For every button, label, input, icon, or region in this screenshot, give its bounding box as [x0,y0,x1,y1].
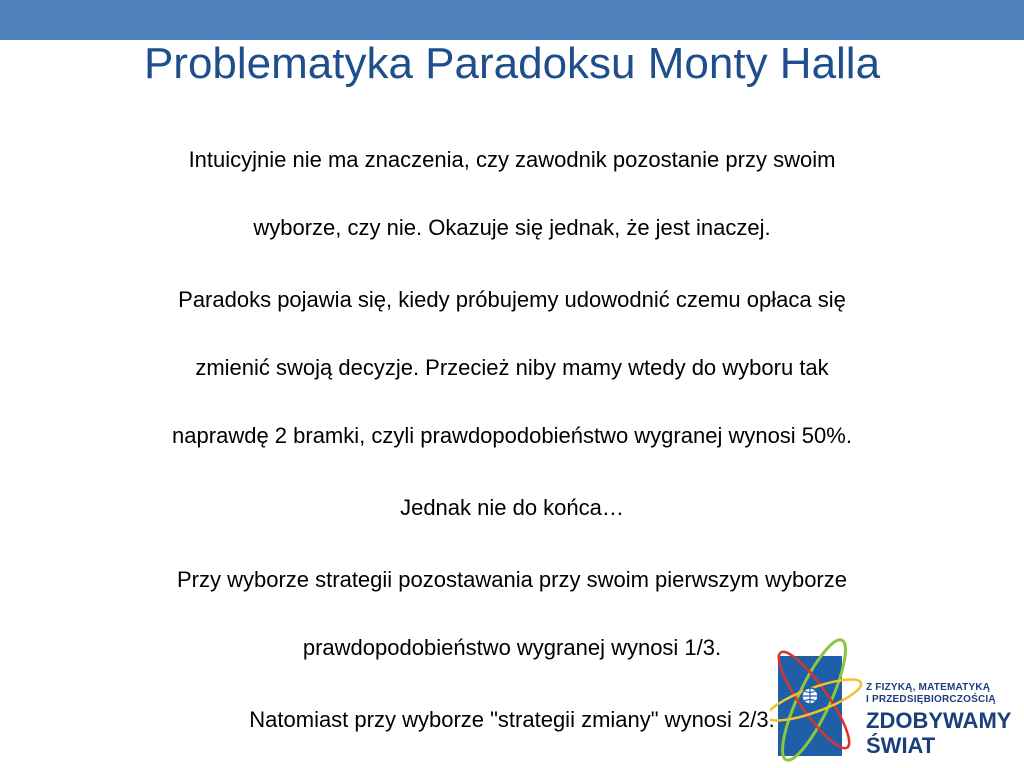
logo-wordmark-line: ŚWIAT [866,733,936,758]
body-line: naprawdę 2 bramki, czyli prawdopodobieństwo wygranej wynosi 50%. [172,423,852,448]
body-line: Paradoks pojawia się, kiedy próbujemy udowodnić czemu opłaca się [178,287,846,312]
project-logo [770,620,1024,768]
top-accent-bar [0,0,1024,40]
body-line: Intuicyjnie nie ma znaczenia, czy zawodnik pozostanie przy swoim [188,147,836,172]
body-line: prawdopodobieństwo wygranej wynosi 1/3. [302,635,722,660]
atom-globe-icon [770,620,870,768]
body-line: Przy wyborze strategii pozostawania przy swoim pierwszym wyborze [177,567,847,592]
body-line: Jednak nie do końca… [400,495,624,520]
logo-wordmark-line: ZDOBYWAMY [866,708,1012,733]
body-line: wyborze, czy nie. Okazuje się jednak, że jest inaczej. [253,215,771,240]
body-line: zmienić swoją decyzje. Przecież niby mamy wtedy do wyboru tak [195,355,829,380]
logo-wordmark [866,708,1024,758]
logo-tagline-line: I PRZEDSIĘBIORCZOŚCIĄ [866,694,996,705]
logo-tagline [866,682,1024,706]
body-line: Natomiast przy wyborze "strategii zmiany" wynosi 2/3. [249,707,775,732]
slide-title: Problematyka Paradoksu Monty Halla [143,39,881,88]
logo-tagline-line: Z FIZYKĄ, MATEMATYKĄ [866,682,991,693]
